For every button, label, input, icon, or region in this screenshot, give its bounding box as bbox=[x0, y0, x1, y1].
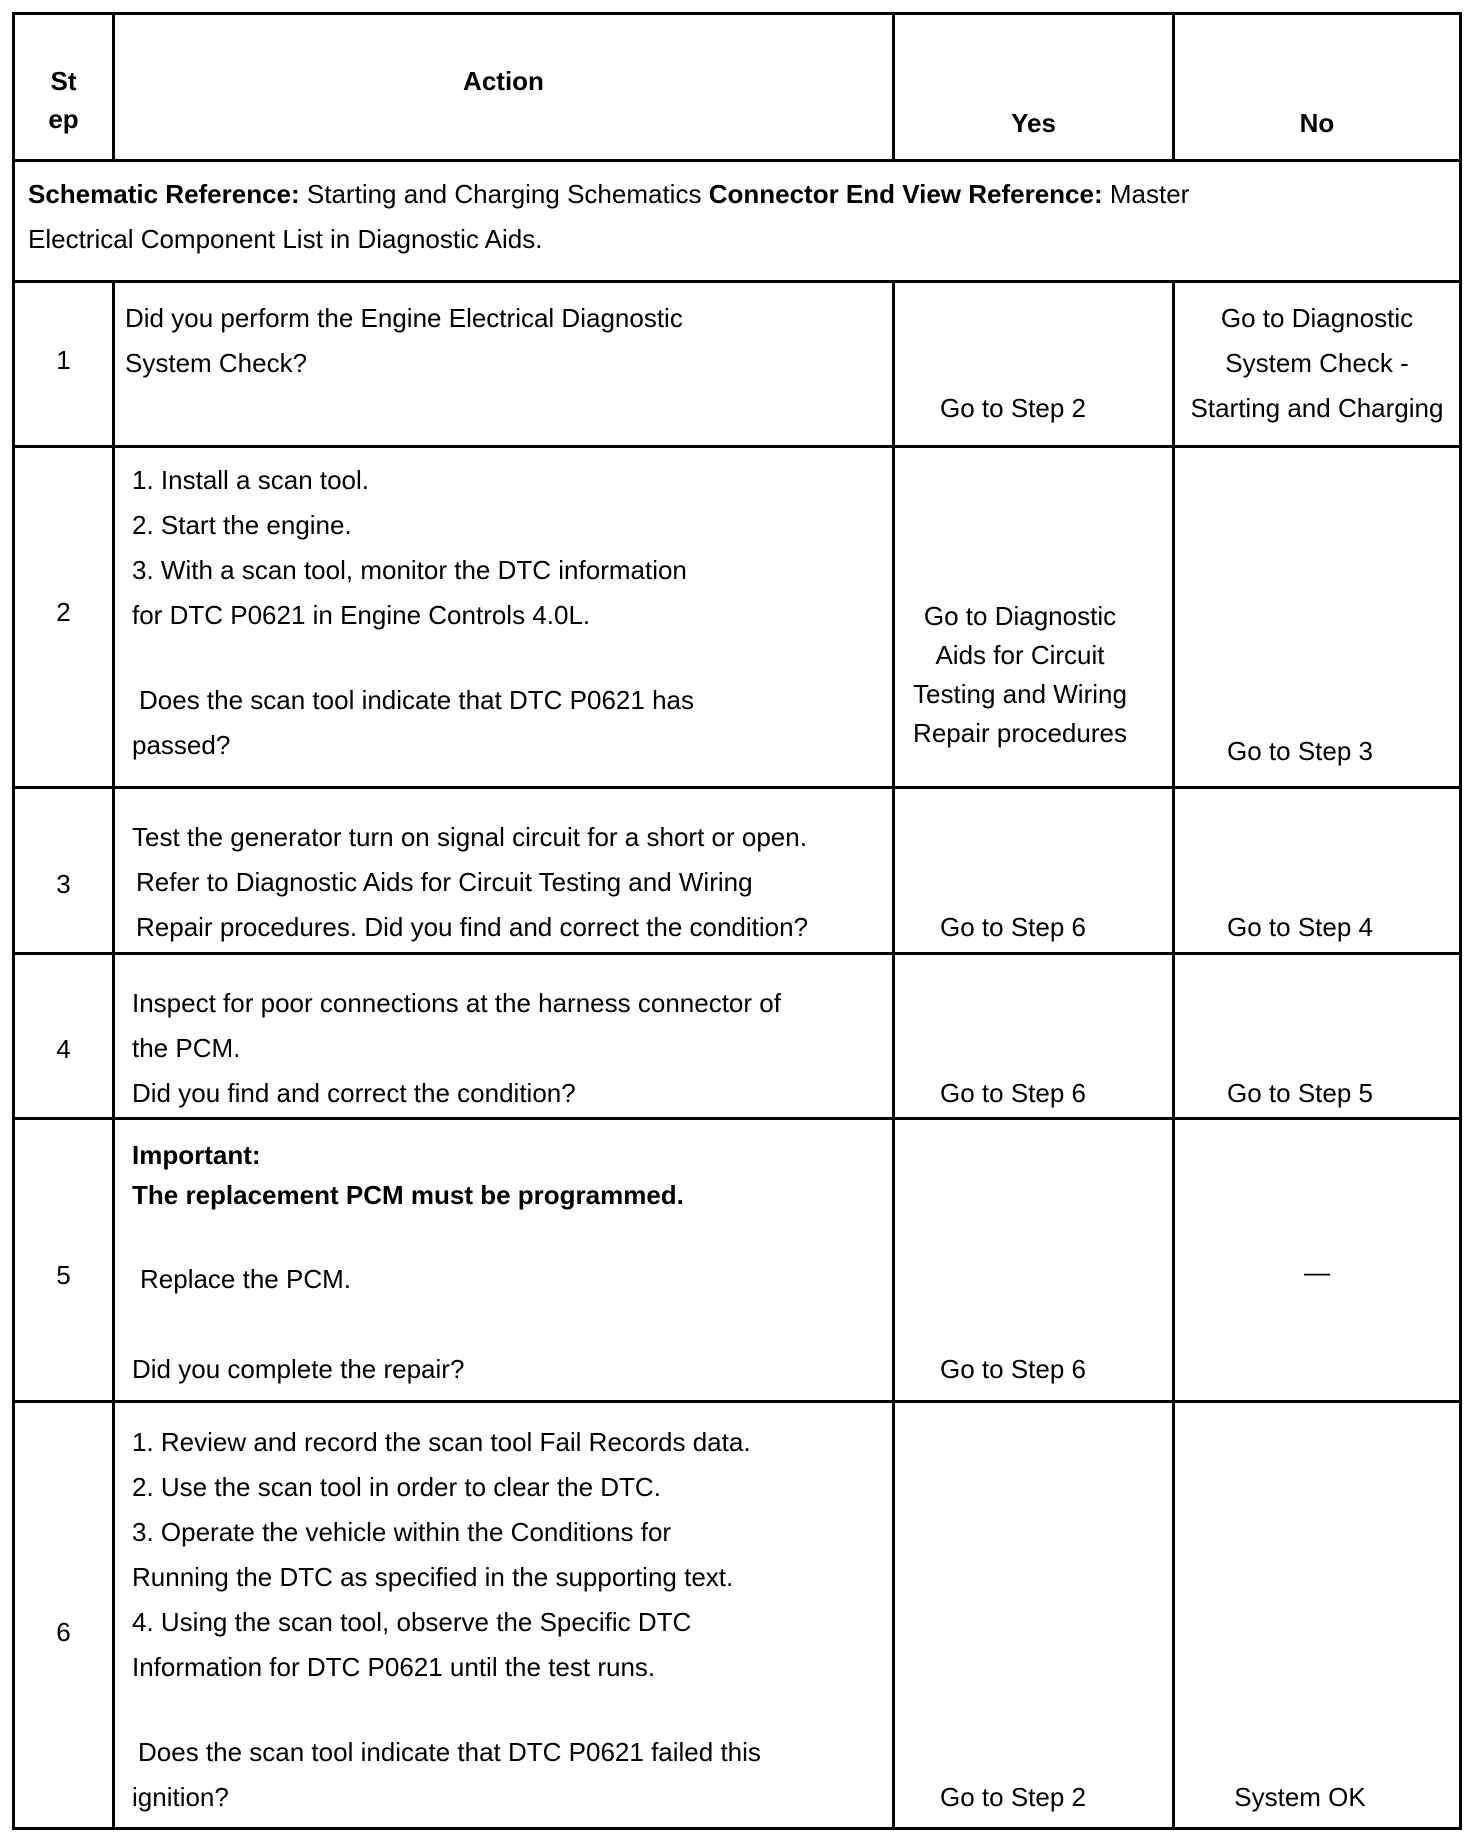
table-border-bottom bbox=[12, 1827, 1462, 1830]
step-number: 5 bbox=[56, 1260, 71, 1290]
no-result: Go to Diagnostic bbox=[1220, 303, 1414, 333]
no-result: System OK bbox=[1234, 1782, 1366, 1812]
action-text: for DTC P0621 in Engine Controls 4.0L. bbox=[132, 600, 591, 630]
connector-reference-label: Connector End View Reference: bbox=[708, 179, 1103, 209]
action-step: 3. With a scan tool, monitor the DTC information bbox=[132, 555, 687, 585]
action-step: 1. Install a scan tool. bbox=[132, 465, 370, 495]
step-number: 1 bbox=[56, 345, 71, 375]
row-divider bbox=[12, 952, 1462, 955]
step-number: 2 bbox=[56, 597, 71, 627]
action-text: Test the generator turn on signal circuit for a short or open. bbox=[132, 822, 807, 852]
action-question: ignition? bbox=[132, 1782, 229, 1812]
row-divider bbox=[12, 445, 1462, 448]
action-step: 4. Using the scan tool, observe the Specific DTC bbox=[132, 1607, 692, 1637]
action-text: Did you find and correct the condition? bbox=[132, 1078, 576, 1108]
no-result: Go to Step 3 bbox=[1227, 736, 1373, 766]
table-border-left bbox=[12, 12, 15, 1830]
header-step: St ep bbox=[48, 66, 79, 134]
action-step: 3. Operate the vehicle within the Conditions for bbox=[132, 1517, 672, 1547]
action-question: Did you complete the repair? bbox=[132, 1354, 465, 1384]
action-text: Repair procedures. Did you find and correct the condition? bbox=[136, 912, 809, 942]
table-border-right bbox=[1459, 12, 1462, 1830]
action-step: 2. Start the engine. bbox=[132, 510, 352, 540]
yes-result: Go to Step 6 bbox=[940, 1078, 1086, 1108]
header-no: No bbox=[1299, 108, 1335, 138]
no-result: Go to Step 4 bbox=[1227, 912, 1373, 942]
reference-divider bbox=[12, 280, 1462, 283]
row-divider bbox=[12, 786, 1462, 789]
header-action: Action bbox=[463, 66, 544, 96]
action-step: 1. Review and record the scan tool Fail Records data. bbox=[132, 1427, 751, 1457]
table-border-top bbox=[12, 12, 1462, 15]
action-text: Information for DTC P0621 until the test runs. bbox=[132, 1652, 656, 1682]
yes-result: Go to Step 2 bbox=[940, 1782, 1086, 1812]
no-result: System Check - bbox=[1225, 348, 1409, 378]
header-divider bbox=[12, 159, 1462, 162]
important-label: Important: bbox=[132, 1140, 261, 1170]
header-yes: Yes bbox=[1011, 108, 1056, 138]
action-question: Does the scan tool indicate that DTC P0621 has bbox=[139, 685, 694, 715]
action-text: System Check? bbox=[125, 348, 308, 378]
action-text: Did you perform the Engine Electrical Diagnostic bbox=[125, 303, 683, 333]
action-text: the PCM. bbox=[132, 1033, 241, 1063]
action-text: Inspect for poor connections at the harness connector of bbox=[132, 988, 781, 1018]
yes-result: Go to Diagnostic Aids for Circuit Testing and Wiring Repair procedures bbox=[913, 601, 1127, 748]
yes-result: Go to Step 2 bbox=[940, 393, 1086, 423]
column-divider bbox=[112, 280, 115, 1830]
schematic-reference-value: Starting and Charging Schematics bbox=[299, 179, 709, 209]
row-divider bbox=[12, 1117, 1462, 1120]
step-number: 6 bbox=[56, 1617, 71, 1647]
reference-line-2: Electrical Component List in Diagnostic Aids. bbox=[28, 224, 543, 254]
no-result: — bbox=[1304, 1257, 1330, 1287]
row-divider bbox=[12, 1400, 1462, 1403]
no-result: Starting and Charging bbox=[1190, 393, 1444, 423]
step-number: 4 bbox=[56, 1034, 71, 1064]
column-divider bbox=[1172, 280, 1175, 1830]
no-result: Go to Step 5 bbox=[1227, 1078, 1373, 1108]
action-question: Does the scan tool indicate that DTC P0621 failed this bbox=[138, 1737, 761, 1767]
yes-result: Go to Step 6 bbox=[940, 912, 1086, 942]
action-question: passed? bbox=[132, 730, 231, 760]
important-note: The replacement PCM must be programmed. bbox=[132, 1180, 684, 1210]
action-text: Running the DTC as specified in the supporting text. bbox=[132, 1562, 734, 1592]
yes-result: Go to Step 6 bbox=[940, 1354, 1086, 1384]
action-text: Refer to Diagnostic Aids for Circuit Testing and Wiring bbox=[136, 867, 753, 897]
connector-reference-value: Master bbox=[1102, 179, 1190, 209]
diagnostic-table bbox=[12, 12, 1462, 1830]
step-number: 3 bbox=[56, 869, 71, 899]
action-step: 2. Use the scan tool in order to clear the DTC. bbox=[132, 1472, 661, 1502]
action-text: Replace the PCM. bbox=[140, 1264, 351, 1294]
schematic-reference-label: Schematic Reference: bbox=[28, 179, 300, 209]
reference-line bbox=[28, 172, 1189, 217]
column-divider bbox=[892, 280, 895, 1830]
